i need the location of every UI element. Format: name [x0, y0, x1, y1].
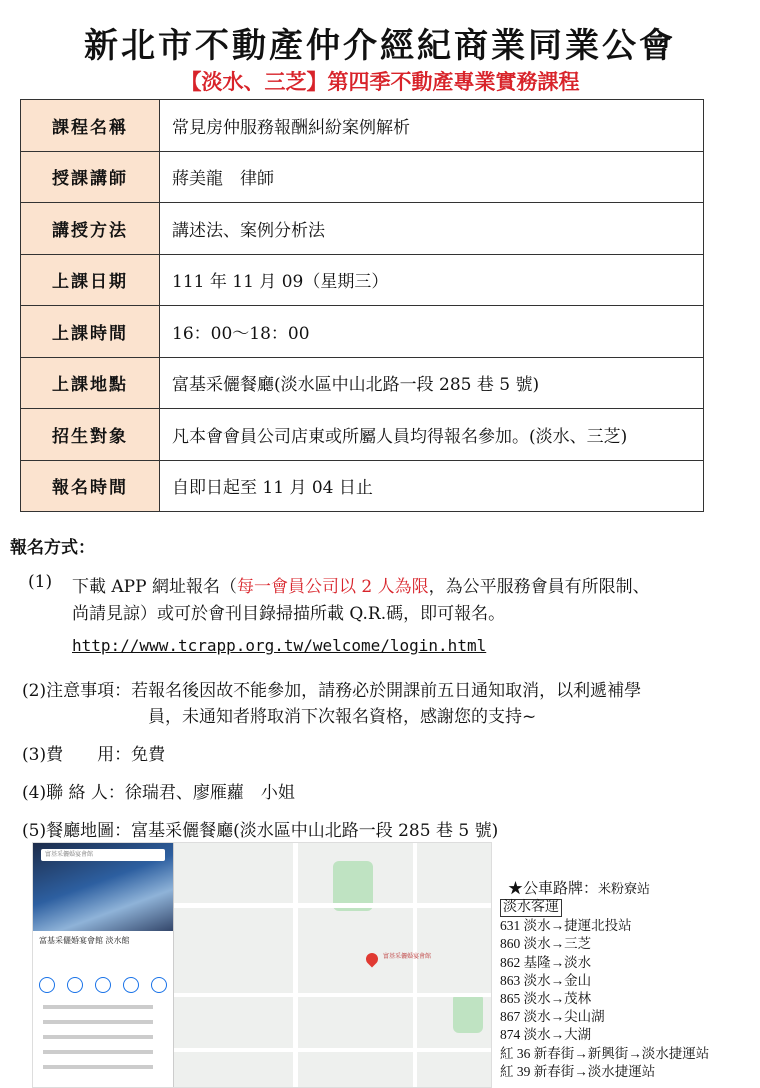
bus-heading [508, 880, 709, 898]
course-subtitle: 【淡水、三芝】第四季不動產專業實務課程 [180, 69, 580, 94]
detail-row [43, 1035, 153, 1039]
pin-label: 富基采儷婚宴會館 [383, 953, 432, 960]
bus-route: 862 基隆→淡水 [500, 954, 592, 970]
row-label: 授課講師 [21, 151, 160, 203]
phone-icon[interactable] [123, 977, 139, 993]
row-label: 上課時間 [21, 306, 160, 358]
item1-number: (1) [28, 572, 53, 592]
bus-route: 紅 36 新春街→新興街→淡水捷運站 [500, 1045, 710, 1061]
map-road [173, 903, 491, 908]
table-row [21, 409, 704, 461]
place-card [33, 843, 174, 1087]
row-value: 16：00～18：00 [160, 306, 704, 358]
detail-row [43, 1050, 153, 1054]
row-value: 111 年 11 月 09（星期三） [160, 254, 704, 306]
item2-line1: (2)注意事項：若報名後因故不能參加，請務必於開課前五日通知取消，以利遞補學 [22, 681, 642, 701]
park-area [453, 993, 483, 1033]
row-value: 講述法、案例分析法 [160, 203, 704, 255]
map-road [173, 993, 491, 997]
bus-route: 865 淡水→茂林 [500, 991, 592, 1007]
place-details [43, 1005, 153, 1080]
bus-info [500, 880, 709, 1081]
detail-row [43, 1065, 153, 1069]
item1-line1 [72, 572, 650, 597]
row-value: 富基采儷餐廳(淡水區中山北路一段 285 巷 5 號) [160, 357, 704, 409]
item1-line2: 尚請見諒）或可於會刊目錄掃描所載 Q.R.碼，即可報名。 [72, 604, 506, 624]
row-label: 招生對象 [21, 409, 160, 461]
bus-route: 867 淡水→尖山湖 [500, 1009, 605, 1025]
item3-fee: (3)費 用：免費 [22, 745, 166, 765]
share-icon[interactable] [151, 977, 167, 993]
table-row [21, 100, 704, 152]
course-info-table [20, 99, 704, 512]
bus-route: 860 淡水→三芝 [500, 936, 592, 952]
row-value: 蔣美龍 律師 [160, 151, 704, 203]
item5-map-label: (5)餐廳地圖：富基采儷餐廳(淡水區中山北路一段 285 巷 5 號) [22, 821, 499, 841]
directions-icon[interactable] [39, 977, 55, 993]
table-row [21, 151, 704, 203]
item1-pre: 下載 APP 網址報名（ [72, 577, 237, 597]
item2-line2: 員，未通知者將取消下次報名資格，感謝您的支持~ [148, 707, 537, 727]
bus-route: 874 淡水→大湖 [500, 1027, 592, 1043]
bus-route: 紅 39 新春街→淡水捷運站 [500, 1063, 656, 1079]
registration-heading: 報名方式： [10, 538, 95, 558]
row-label: 上課地點 [21, 357, 160, 409]
bus-route: 631 淡水→捷運北投站 [500, 918, 632, 934]
map-road [173, 1048, 491, 1052]
detail-row [43, 1020, 153, 1024]
item4-contact: (4)聯 絡 人：徐瑞君、廖雁蘿 小姐 [22, 783, 295, 803]
bus-stop-name: 米粉寮站 [598, 881, 651, 896]
row-value: 自即日起至 11 月 04 日止 [160, 460, 704, 512]
restaurant-map[interactable] [32, 842, 492, 1088]
item1-limit-note: 每一會員公司以 2 人為限 [236, 577, 429, 597]
row-value: 常見房仲服務報酬糾紛案例解析 [160, 100, 704, 152]
row-label: 課程名稱 [21, 100, 160, 152]
nearby-icon[interactable] [95, 977, 111, 993]
save-icon[interactable] [67, 977, 83, 993]
bus-route: 863 淡水→金山 [500, 972, 592, 988]
table-row [21, 203, 704, 255]
table-row [21, 306, 704, 358]
row-label: 報名時間 [21, 460, 160, 512]
table-row [21, 357, 704, 409]
bus-heading-label: ★公車路牌： [508, 881, 599, 897]
place-name: 富基采儷婚宴會館 淡水館 [39, 936, 130, 945]
registration-link[interactable]: http://www.tcrapp.org.tw/welcome/login.html [72, 636, 487, 655]
place-photo [33, 843, 173, 931]
map-search-bar[interactable]: 富基采儷婚宴會館 [41, 849, 165, 861]
row-label: 上課日期 [21, 254, 160, 306]
table-row [21, 460, 704, 512]
item1-post: ，為公平服務會員有所限制、 [428, 577, 650, 597]
row-label: 講授方法 [21, 203, 160, 255]
detail-row [43, 1005, 153, 1009]
table-row [21, 254, 704, 306]
row-value: 凡本會會員公司店東或所屬人員均得報名參加。(淡水、三芝) [160, 409, 704, 461]
bus-company: 淡水客運 [500, 899, 562, 917]
location-pin-icon[interactable] [364, 951, 381, 968]
place-actions [39, 977, 167, 993]
page-title: 新北市不動產仲介經紀商業同業公會 [84, 26, 676, 66]
